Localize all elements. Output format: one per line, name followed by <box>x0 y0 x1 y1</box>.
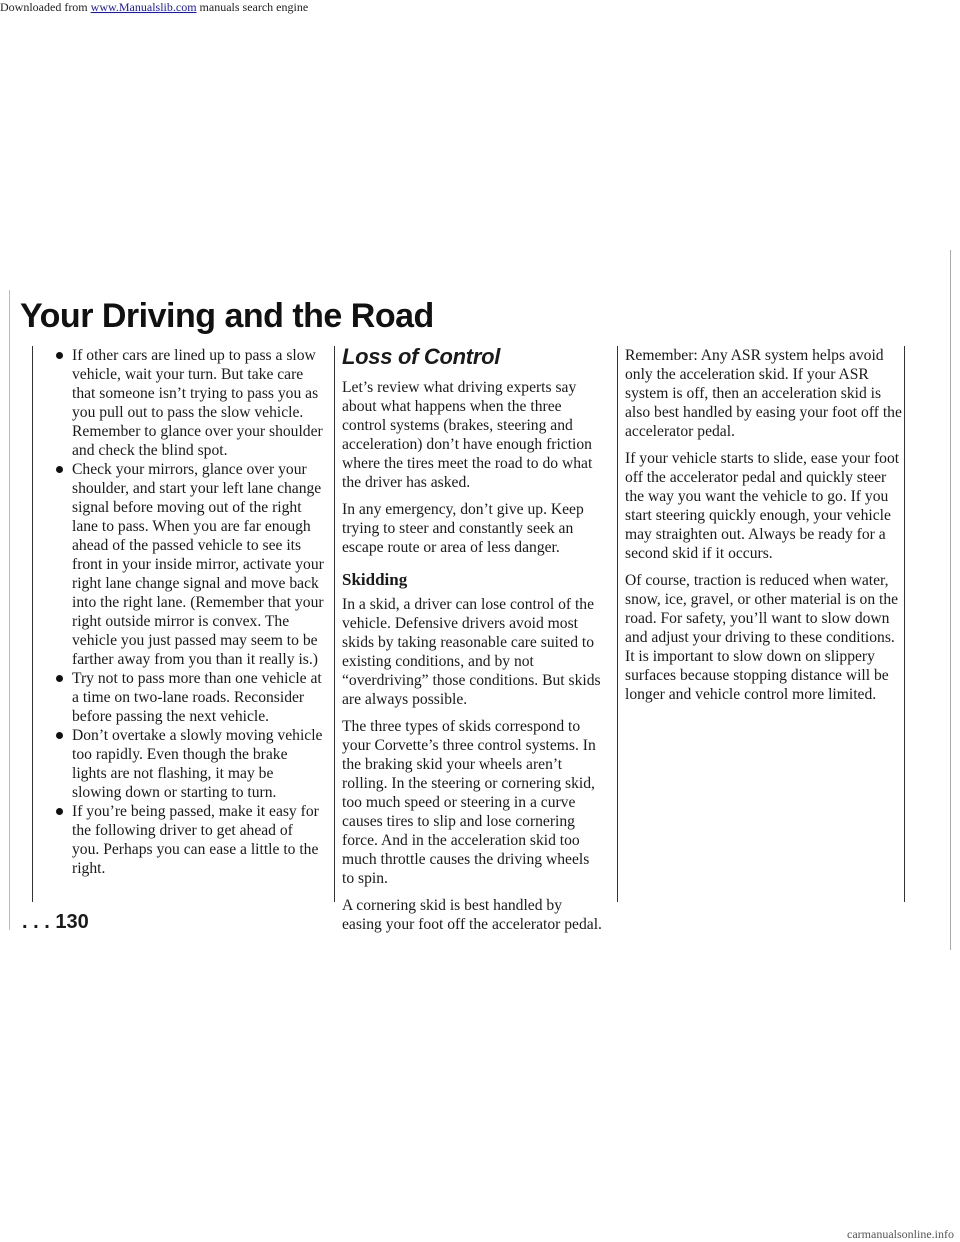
bullet-icon <box>56 466 63 473</box>
bullet-icon <box>56 675 63 682</box>
banner-suffix: manuals search engine <box>199 0 309 14</box>
subhead-skidding: Skidding <box>342 570 408 589</box>
paragraph: In any emergency, don’t give up. Keep trying to steer and constantly seek an escape route or area of less danger. <box>342 501 584 556</box>
watermark-text: carmanualsonline.info <box>847 1227 954 1241</box>
paragraph: The three types of skids correspond to your Corvette’s three control systems. In the braking skid your wheels aren’t rolling. In the steering or cornering skid, too much speed or steering in a curve causes tires to slip and lose cornering force. And in the acceleration skid too much throttle causes the driving wheels to spin. <box>342 718 596 887</box>
bullet-icon <box>56 732 63 739</box>
bullet-icon <box>56 352 63 359</box>
paragraph: Of course, traction is reduced when water, snow, ice, gravel, or other material is on the road. For safety, you’ll want to slow down and adjust your driving to these conditions. It is important to slow down on slippery surfaces because stopping distance will be longer and vehicle control more limited. <box>625 572 899 703</box>
column-loss-of-control <box>342 346 604 942</box>
column-divider-right <box>617 346 618 902</box>
passing-tips-list <box>48 346 324 878</box>
list-item-text: If other cars are lined up to pass a slow vehicle, wait your turn. But take care that someone isn’t trying to pass you as you pull out to pass the slow vehicle. Remember to glance over your shoulder and check the blind spot. <box>72 347 323 459</box>
column-passing-tips <box>48 346 324 878</box>
list-item <box>48 669 324 726</box>
list-item <box>48 802 324 878</box>
page-edge-left <box>9 290 10 930</box>
page-title: Your Driving and the Road <box>20 297 434 335</box>
download-banner <box>0 0 960 14</box>
footer-watermark <box>0 1227 960 1242</box>
column-divider-left <box>32 346 33 902</box>
list-item <box>48 460 324 669</box>
page-edge-right <box>950 250 951 950</box>
paragraph: If your vehicle starts to slide, ease your foot off the accelerator pedal and quickly steer the way you want the vehicle to go. If you start steering quickly enough, your vehicle may straighten out. Always be ready for a second skid if it occurs. <box>625 450 900 562</box>
list-item <box>48 726 324 802</box>
list-item <box>48 346 324 460</box>
column-divider-middle <box>334 346 335 902</box>
paragraph: A cornering skid is best handled by easing your foot off the accelerator pedal. <box>342 897 602 933</box>
paragraph: Let’s review what driving experts say about what happens when the three control systems (brakes, steering and acceleration) don’t have enough friction where the tires meet the road to do what the driver has asked. <box>342 379 593 491</box>
manualslib-link[interactable]: www.Manualslib.com <box>90 0 197 14</box>
paragraph: In a skid, a driver can lose control of the vehicle. Defensive drivers avoid most skids by taking reasonable care suited to existing conditions, and by not “overdriving” those conditions. But skids are always possible. <box>342 596 601 708</box>
paragraph: Remember: Any ASR system helps avoid only the acceleration skid. If your ASR system is off, then an acceleration skid is also best handled by easing your foot off the accelerator pedal. <box>625 347 902 440</box>
banner-prefix: Downloaded from <box>0 0 88 14</box>
bullet-icon <box>56 808 63 815</box>
list-item-text: Don’t overtake a slowly moving vehicle too rapidly. Even though the brake lights are not flashing, it may be slowing down or starting to turn. <box>72 727 323 801</box>
column-skid-handling <box>625 346 907 712</box>
section-title-loss-of-control: Loss of Control <box>342 344 501 369</box>
list-item-text: Try not to pass more than one vehicle at a time on two-lane roads. Reconsider before passing the next vehicle. <box>72 670 322 725</box>
list-item-text: Check your mirrors, glance over your shoulder, and start your left lane change signal before moving out of the right lane to pass. When you are far enough ahead of the passed vehicle to see its front in your inside mirror, activate your right lane change signal and move back into the right lane. (Remember that your right outside mirror is convex. The vehicle you just passed may seem to be farther away from you than it really is.) <box>72 461 324 668</box>
page-number: . . . 130 <box>22 911 89 933</box>
list-item-text: If you’re being passed, make it easy for the following driver to get ahead of you. Perhaps you can ease a little to the right. <box>72 803 319 877</box>
